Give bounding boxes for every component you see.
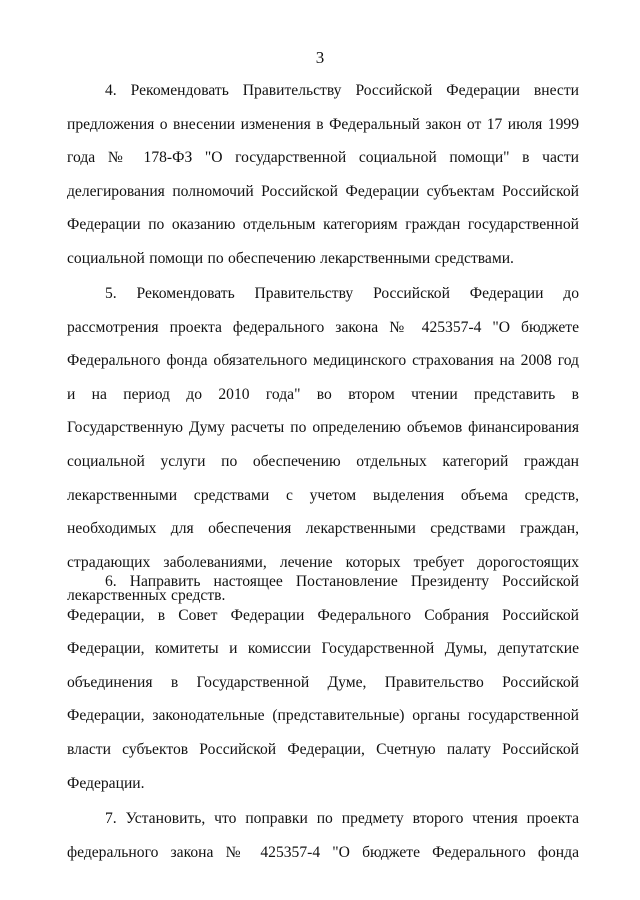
paragraph-5-text: 5. Рекомендовать Правительству Российской Федерации до рассмотрения проекта федерального закона № 425357-4 "О бюджете Федерального фонда обязательного медицинского страхования на 2008 год и на период до 2010 года" во втором чтении представить в Государственную Думу расчеты по определению объемов финансирования социальной услуги по обеспечению отдельных категорий граждан лекарственными средствами с учетом выделения объема средств, необходимых для обеспечения лекарственными средствами граждан, страдающих заболеваниями, лечение которых требует дорогостоящих лекарственных средств. xyxy=(67,285,579,605)
paragraph-4 xyxy=(67,74,579,276)
paragraph-6 xyxy=(67,565,579,800)
paragraph-6-text: 6. Направить настоящее Постановление Президенту Российской Федерации, в Совет Федерации Федерального Собрания Российской Федерации, комитеты и комиссии Государственной Думы, депутатские объединения в Государственной Думе, Правительство Российской Федерации, законодательные (представительные) органы государственной власти субъектов Российской Федерации, Счетную палату Российской Федерации. xyxy=(67,573,579,792)
paragraph-5 xyxy=(67,277,579,613)
paragraph-4-text: 4. Рекомендовать Правительству Российской Федерации внести предложения о внесении изменения в Федеральный закон от 17 июля 1999 года № 178-ФЗ "О государственной социальной помощи" в части делегирования полномочий Российской Федерации субъектам Российской Федерации по оказанию отдельным категориям граждан государственной социальной помощи по обеспечению лекарственными средствами. xyxy=(67,82,579,267)
page-number: 3 xyxy=(315,48,325,67)
paragraph-7 xyxy=(67,802,579,869)
paragraph-7-text: 7. Установить, что поправки по предмету второго чтения проекта федерального закона № 425357-4 "О бюджете Федерального фонда xyxy=(67,810,579,861)
